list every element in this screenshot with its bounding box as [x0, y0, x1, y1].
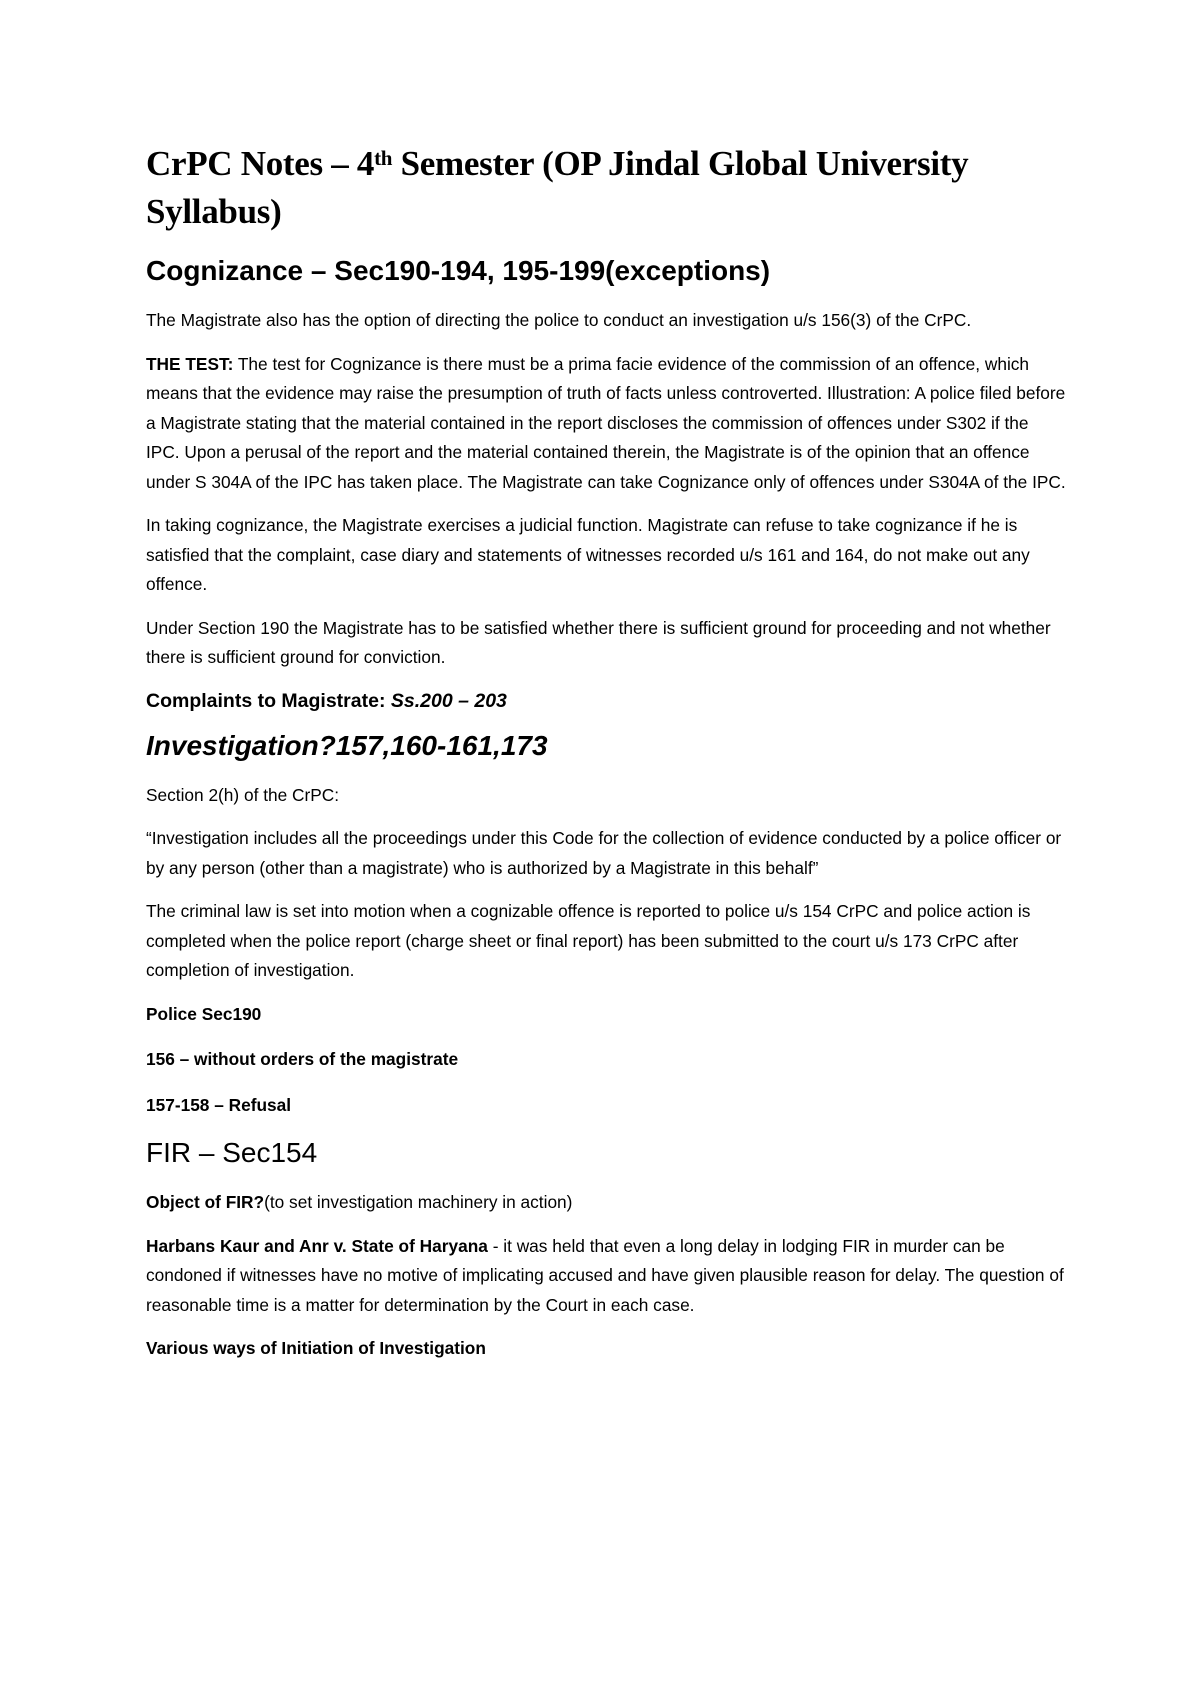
investigation-item-3: 157-158 – Refusal — [146, 1094, 292, 1115]
complaints-label: Complaints to Magistrate: — [146, 689, 391, 712]
cognizance-paragraph-4: Under Section 190 the Magistrate has to be satisfied whether there is sufficient ground for proceeding and not whether there is sufficient ground for conviction. — [146, 617, 1051, 667]
fir-object-paragraph — [146, 1188, 1066, 1218]
title-part-1: CrPC Notes – 4 — [146, 144, 375, 183]
complaints-heading — [146, 687, 1066, 715]
test-text: The test for Cognizance is there must be a prima facie evidence of the commission of an offence, which means that the evidence may raise the presumption of truth of facts unless controverted. Illustration: A police filed before a Magistrate stating that the material contained in the report discloses the commission of offences under S302 if the IPC. Upon a perusal of the report and the material contained therein, the Magistrate is of the opinion that an offence under S 304A of the IPC has taken place. The Magistrate can take Cognizance only of offences under S304A of the IPC. — [146, 353, 1066, 492]
cognizance-paragraph-1: The Magistrate also has the option of directing the police to conduct an investigation u/s 156(3) of the CrPC. — [146, 310, 972, 330]
complaints-sections: Ss.200 – 203 — [390, 689, 507, 712]
fir-case-name: Harbans Kaur and Anr v. State of Haryana — [146, 1235, 488, 1256]
investigation-quote: “Investigation includes all the proceedings under this Code for the collection of evidence conducted by a police officer or by any person (other than a magistrate) who is authorized by a Magistrate in this behalf” — [146, 828, 1062, 878]
fir-heading: FIR – Sec154 — [146, 1137, 318, 1168]
title-superscript: th — [374, 146, 393, 170]
fir-object-label: Object of FIR? — [146, 1192, 265, 1212]
title-part-2: Semester (OP Jindal Global University Syllabus) — [146, 144, 969, 231]
investigation-item-1: Police Sec190 — [146, 1003, 262, 1024]
investigation-item-2: 156 – without orders of the magistrate — [146, 1049, 459, 1069]
document-title — [146, 140, 1066, 236]
cognizance-paragraph-3: In taking cognizance, the Magistrate exercises a judicial function. Magistrate can refuse to take cognizance if he is satisfied that the complaint, case diary and statements of witnesses recorded u/s 161 and 164, do not make out any offence. — [146, 515, 1030, 594]
investigation-section-ref: Section 2(h) of the CrPC: — [146, 784, 340, 805]
cognizance-heading: Cognizance – Sec190-194, 195-199(exceptions) — [146, 255, 771, 286]
fir-ways-heading: Various ways of Initiation of Investigation — [146, 1338, 486, 1358]
document-page — [146, 140, 1066, 1380]
fir-object-text: (to set investigation machinery in action) — [264, 1192, 573, 1212]
fir-case-text: - it was held that even a long delay in lodging FIR in murder can be condoned if witnesses have no motive of implicating accused and have given plausible reason for delay. The question of reasonable time is a matter for determination by the Court in each case. — [146, 1235, 1064, 1315]
investigation-paragraph: The criminal law is set into motion when a cognizable offence is reported to police u/s 154 CrPC and police action is completed when the police report (charge sheet or final report) has been submitted to the court u/s 173 CrPC after completion of investigation. — [146, 901, 1031, 980]
fir-case-paragraph — [146, 1232, 1066, 1321]
cognizance-test-paragraph — [146, 350, 1066, 498]
test-label: THE TEST: — [146, 353, 234, 374]
investigation-heading: Investigation?157,160-161,173 — [146, 729, 548, 761]
